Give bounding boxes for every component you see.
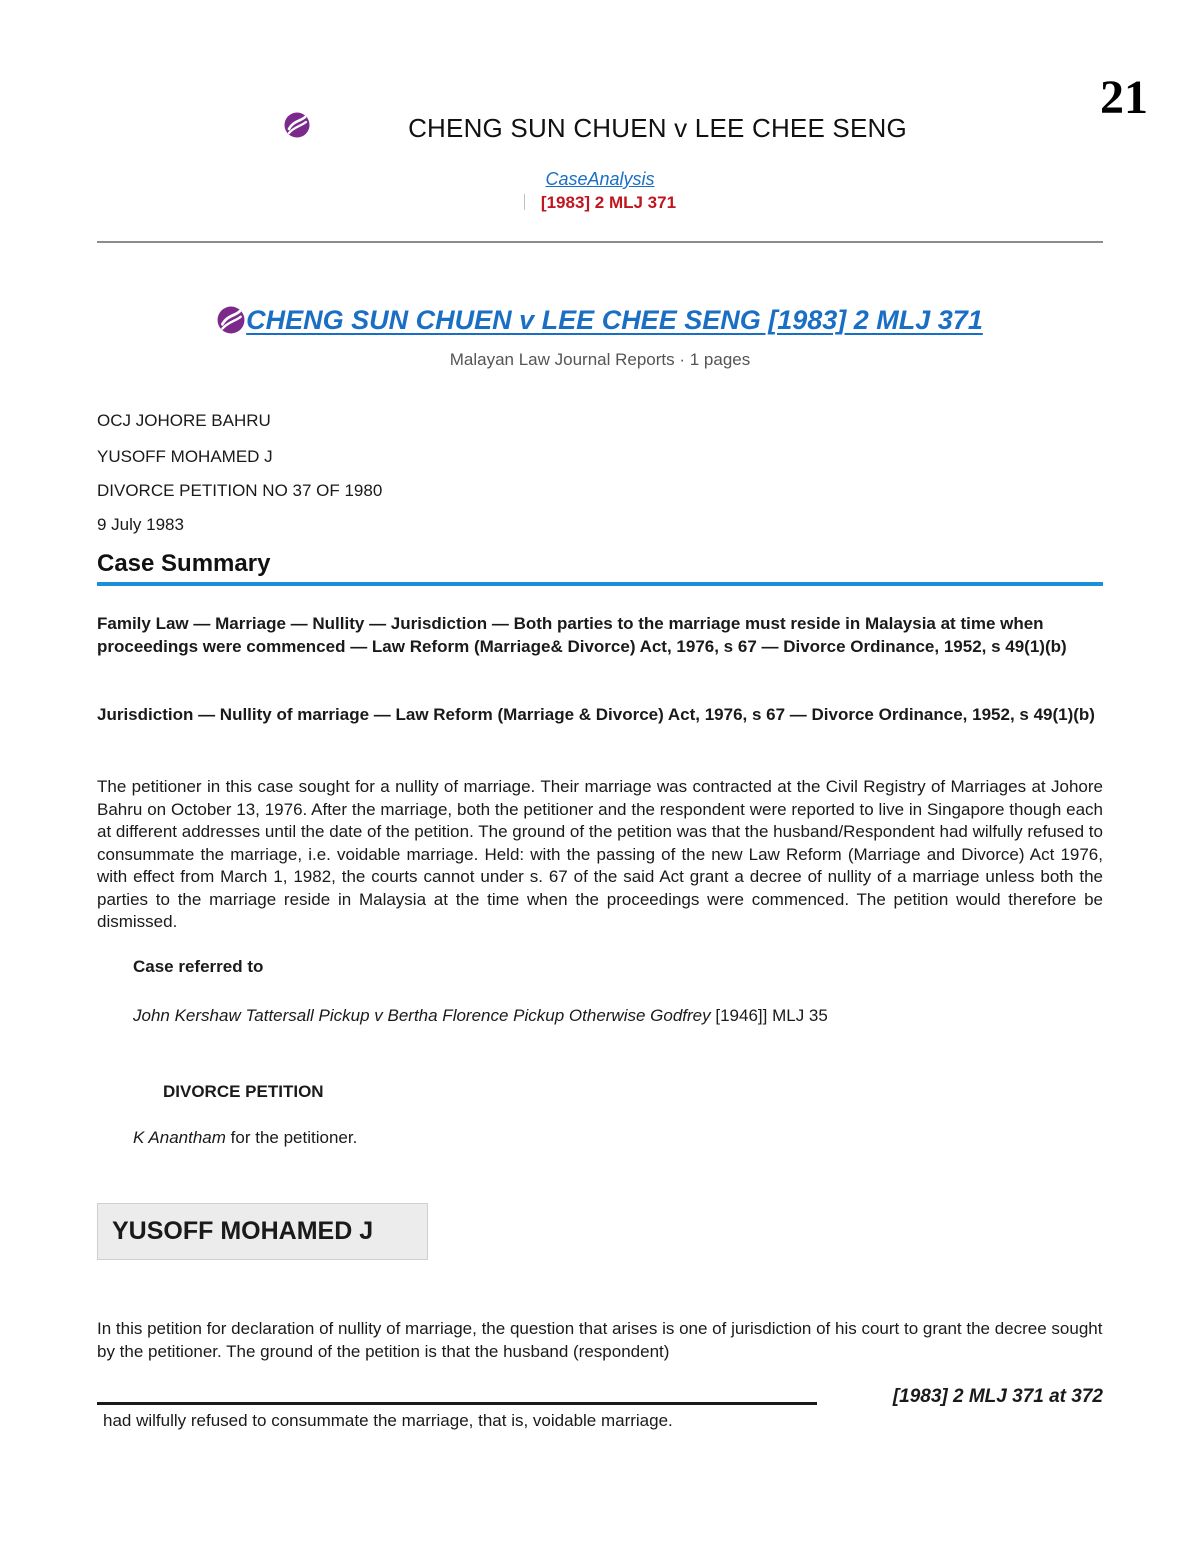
header-title: CHENG SUN CHUEN v LEE CHEE SENG [408,113,907,143]
citation-divider [524,194,525,210]
court: OCJ JOHORE BAHRU [97,411,271,430]
case-title-text[interactable]: CHENG SUN CHUEN v LEE CHEE SENG [1983] 2 MLJ 371 [246,305,983,335]
header-divider [97,241,1103,243]
judge-box-label: YUSOFF MOHAMED J [112,1217,374,1245]
source-line: Malayan Law Journal Reports · 1 pages [449,350,751,369]
catchword-paragraph: Jurisdiction — Nullity of marriage — Law Reform (Marriage & Divorce) Act, 1976, s 67 — Divorce Ordinance, 1952, s 49(1)(b) [97,705,1095,724]
cases-referred-heading: Case referred to [133,957,264,976]
page-number: 21 [1100,71,1148,124]
petition-number: DIVORCE PETITION NO 37 OF 1980 [97,481,383,500]
header-citation: [1983] 2 MLJ 371 [540,193,677,212]
page-break-rule [97,1402,817,1405]
counsel-role: for the petitioner. [225,1128,358,1147]
case-title-link[interactable] [0,305,1200,336]
catchword-paragraph: Family Law — Marriage — Nullity — Jurisdiction — Both parties to the marriage must reside in Malaysia at time when proceedings were commenced — Law Reform (Marriage& Divorce) Act, 1976, s 67 — Divorce Ordinance, 1952, s 49(1)(b) [97,614,1067,656]
judgment-date: 9 July 1983 [97,515,184,534]
judge: YUSOFF MOHAMED J [97,447,273,466]
case-reference-name: John Kershaw Tattersall Pickup v Bertha Florence Pickup Otherwise Godfrey [133,1006,711,1025]
header-citation-row [0,193,1200,213]
case-analysis-link[interactable]: CaseAnalysis [545,169,655,189]
judge-box [97,1203,428,1260]
case-summary-divider [97,582,1103,586]
case-summary-heading: Case Summary [97,550,271,577]
page-break-citation: [1983] 2 MLJ 371 at 372 [892,1386,1103,1407]
judgment-paragraph: In this petition for declaration of nullity of marriage, the question that arises is one of jurisdiction of his court to grant the decree sought by the petitioner. The ground of the petition is that the husband (respondent) [97,1319,1103,1361]
divorce-petition-heading: DIVORCE PETITION [163,1082,324,1101]
case-reference [133,1006,828,1026]
counsel-name: K Anantham [133,1128,226,1147]
counsel-line [133,1128,357,1148]
lexis-swirl-logo-icon [217,306,245,334]
case-reference-citation: [1946]] MLJ 35 [710,1006,828,1025]
continued-text: had wilfully refused to consummate the marriage, that is, voidable marriage. [103,1411,673,1430]
summary-body: The petitioner in this case sought for a nullity of marriage. Their marriage was contracted at the Civil Registry of Marriages at Johore Bahru on October 13, 1976. After the marriage, both the petitioner and the respondent were reported to live in Singapore though each at different addresses until the date of the petition. The ground of the petition was that the husband/Respondent had wilfully refused to consummate the marriage, i.e. voidable marriage. Held: with the passing of the new Law Reform (Marriage and Divorce) Act 1976, with effect from March 1, 1982, the courts cannot under s. 67 of the said Act grant a decree of nullity of a marriage unless both the parties to the marriage reside in Malaysia at the time when the proceedings were commenced. The petition would therefore be dismissed. [97,777,1103,931]
